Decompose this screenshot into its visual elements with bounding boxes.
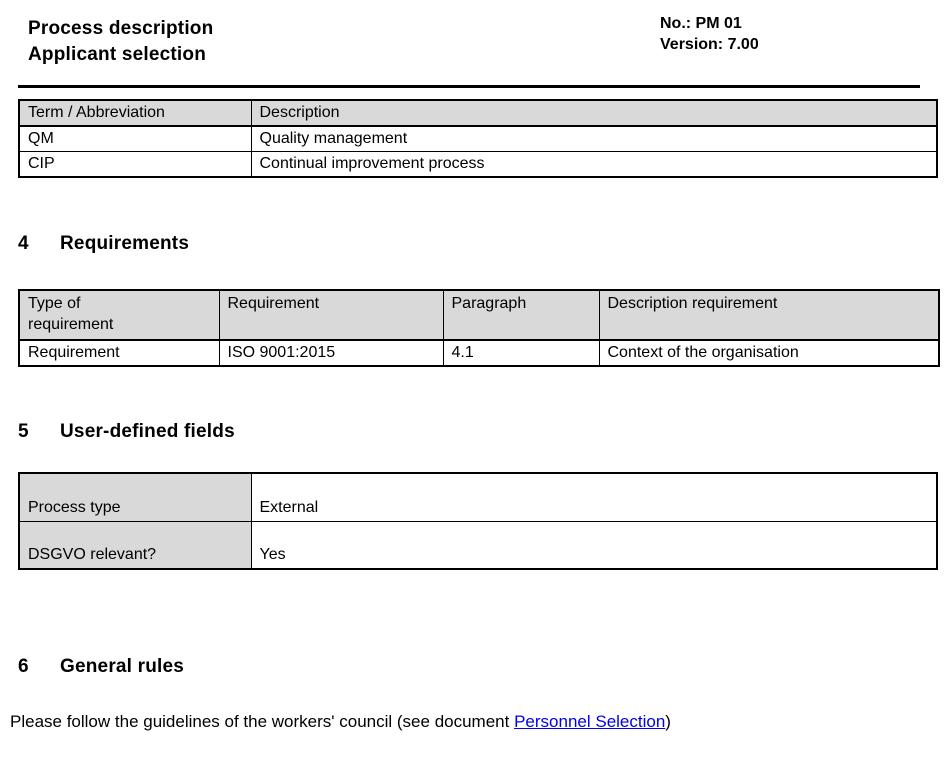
table-row xyxy=(19,152,937,178)
section-heading-requirements xyxy=(18,232,947,256)
req-description-cell: Context of the organisation xyxy=(599,340,939,366)
terms-table xyxy=(18,99,938,178)
field-value-dsgvo: Yes xyxy=(251,521,937,569)
document-subtitle: Applicant selection xyxy=(28,44,207,65)
req-header-type xyxy=(19,290,219,340)
section-title: General rules xyxy=(60,656,185,677)
doc-number: No.: PM 01 xyxy=(660,15,742,32)
table-row xyxy=(19,521,937,569)
field-label-process-type: Process type xyxy=(19,473,251,521)
doc-meta xyxy=(660,13,759,55)
section-title: User-defined fields xyxy=(60,421,235,442)
table-row xyxy=(19,340,939,366)
req-paragraph-cell: 4.1 xyxy=(443,340,599,366)
field-label-dsgvo: DSGVO relevant? xyxy=(19,521,251,569)
req-type-cell: Requirement xyxy=(19,340,219,366)
description-cell: Quality management xyxy=(251,126,937,152)
req-header-requirement: Requirement xyxy=(219,290,443,340)
terms-header-term: Term / Abbreviation xyxy=(19,100,251,126)
section-heading-general-rules xyxy=(18,655,947,679)
rules-text-before: Please follow the guidelines of the workers' council (see document xyxy=(10,712,515,731)
req-header-paragraph: Paragraph xyxy=(443,290,599,340)
section-heading-user-defined xyxy=(18,420,947,444)
user-defined-fields-table xyxy=(18,472,938,570)
requirements-header-row xyxy=(19,290,939,340)
terms-header-row xyxy=(19,100,937,126)
field-value-process-type: External xyxy=(251,473,937,521)
req-requirement-cell: ISO 9001:2015 xyxy=(219,340,443,366)
term-cell: QM xyxy=(19,126,251,152)
rules-text-after: ) xyxy=(665,712,671,731)
section-number: 5 xyxy=(18,421,29,442)
personnel-selection-link[interactable]: Personnel Selection xyxy=(514,712,666,731)
header-divider xyxy=(18,85,920,88)
section-title: Requirements xyxy=(60,233,190,254)
table-row xyxy=(19,126,937,152)
table-row xyxy=(19,473,937,521)
req-header-type-label: Type of requirement xyxy=(28,295,114,333)
document-title: Process description xyxy=(28,18,214,39)
description-cell: Continual improvement process xyxy=(251,152,937,178)
req-header-description: Description requirement xyxy=(599,290,939,340)
section-number: 6 xyxy=(18,656,29,677)
title-block xyxy=(28,16,947,68)
section-number: 4 xyxy=(18,233,29,254)
requirements-table xyxy=(18,289,940,367)
term-cell: CIP xyxy=(19,152,251,178)
document-header xyxy=(0,0,947,68)
doc-version: Version: 7.00 xyxy=(660,36,759,53)
terms-header-description: Description xyxy=(251,100,937,126)
general-rules-paragraph xyxy=(10,711,947,733)
